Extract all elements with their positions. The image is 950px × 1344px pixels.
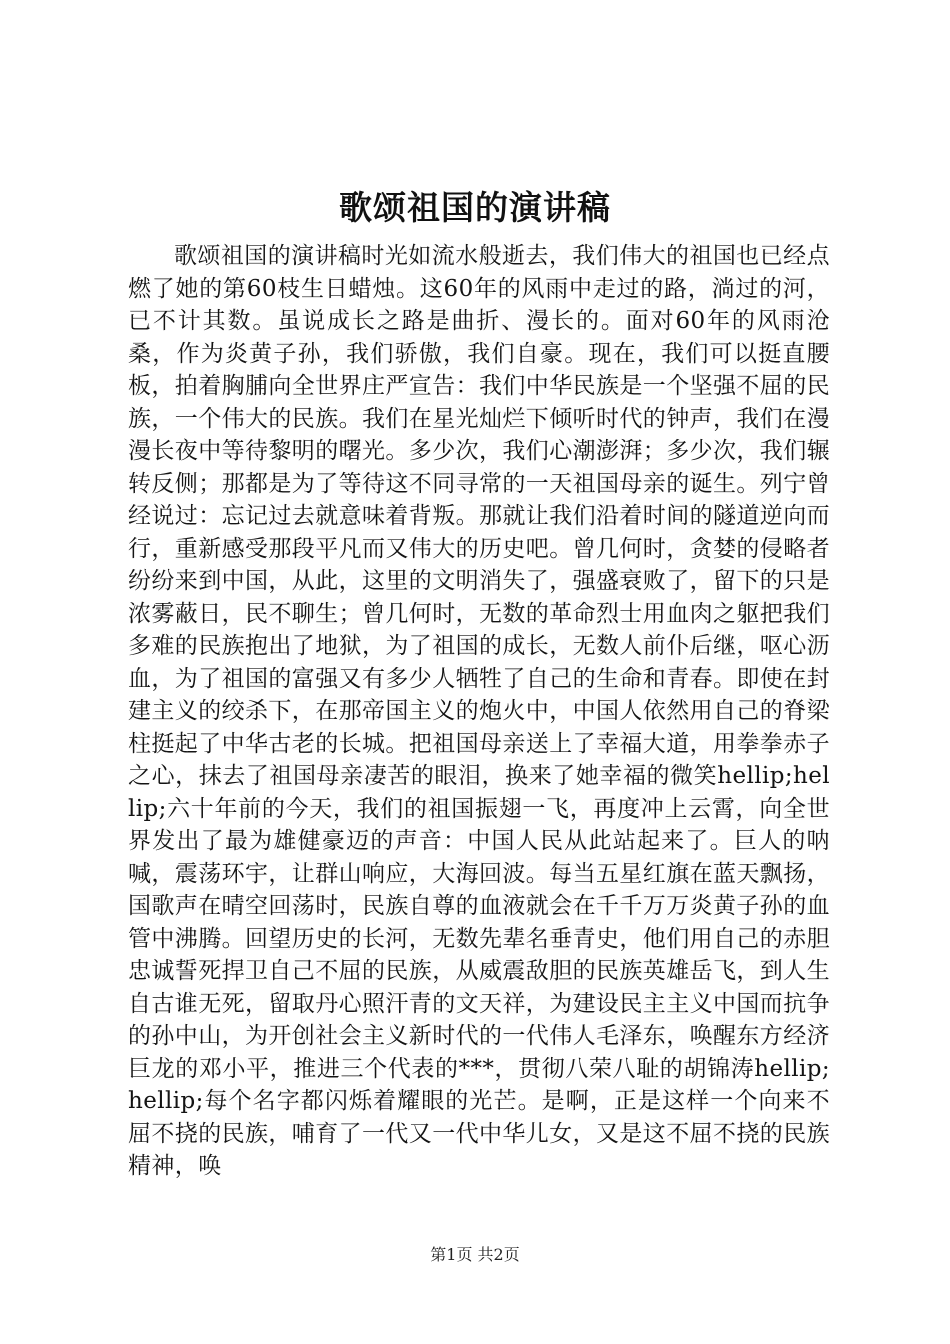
document-body-paragraph: 歌颂祖国的演讲稿时光如流水般逝去，我们伟大的祖国也已经点燃了她的第60枝生日蜡烛。这60年的风雨中走过的路，淌过的河，已不计其数。虽说成长之路是曲折、漫长的。面对60年的风雨沧桑，作为炎黄子孙，我们骄傲，我们自豪。现在，我们可以挺直腰板，拍着胸脯向全世界庄严宣告：我们中华民族是一个坚强不屈的民族，一个伟大的民族。我们在星光灿烂下倾听时代的钟声，我们在漫漫长夜中等待黎明的曙光。多少次，我们心潮澎湃；多少次，我们辗转反侧；那都是为了等待这不同寻常的一天祖国母亲的诞生。列宁曾经说过：忘记过去就意味着背叛。那就让我们沿着时间的隧道逆向而行，重新感受那段平凡而又伟大的历史吧。曾几何时，贪婪的侵略者纷纷来到中国，从此，这里的文明消失了，强盛衰败了，留下的只是浓雾蔽日，民不聊生；曾几何时，无数的革命烈士用血肉之躯把我们多难的民族抱出了地狱，为了祖国的成长，无数人前仆后继，呕心沥血，为了祖国的富强又有多少人牺牲了自己的生命和青春。即使在封建主义的绞杀下，在那帝国主义的炮火中，中国人依然用自己的脊梁柱挺起了中华古老的长城。把祖国母亲送上了幸福大道，用拳拳赤子之心，抹去了祖国母亲凄苦的眼泪，换来了她幸福的微笑hellip;hellip;六十年前的今天，我们的祖国振翅一飞，再度冲上云霄，向全世界发出了最为雄健豪迈的声音：中国人民从此站起来了。巨人的呐喊，震荡环宇，让群山响应，大海回波。每当五星红旗在蓝天飘扬，国歌声在晴空回荡时，民族自尊的血液就会在千千万万炎黄子孙的血管中沸腾。回望历史的长河，无数先辈名垂青史，他们用自己的赤胆忠诚誓死捍卫自己不屈的民族，从威震敌胆的民族英雄岳飞，到人生自古谁无死，留取丹心照汗青的文天祥，为建设民主主义中国而抗争的孙中山，为开创社会主义新时代的一代伟人毛泽东，唤醒东方经济巨龙的邓小平，推进三个代表的***，贯彻八荣八耻的胡锦涛hellip;hellip;每个名字都闪烁着耀眼的光芒。是啊，正是这样一个向来不屈不挠的民族，哺育了一代又一代中华儿女，又是这不屈不挠的民族精神，唤 [128,243,830,1179]
page-number-footer: 第1页 共2页 [430,1245,520,1264]
document-title: 歌颂祖国的演讲稿 [339,188,611,227]
